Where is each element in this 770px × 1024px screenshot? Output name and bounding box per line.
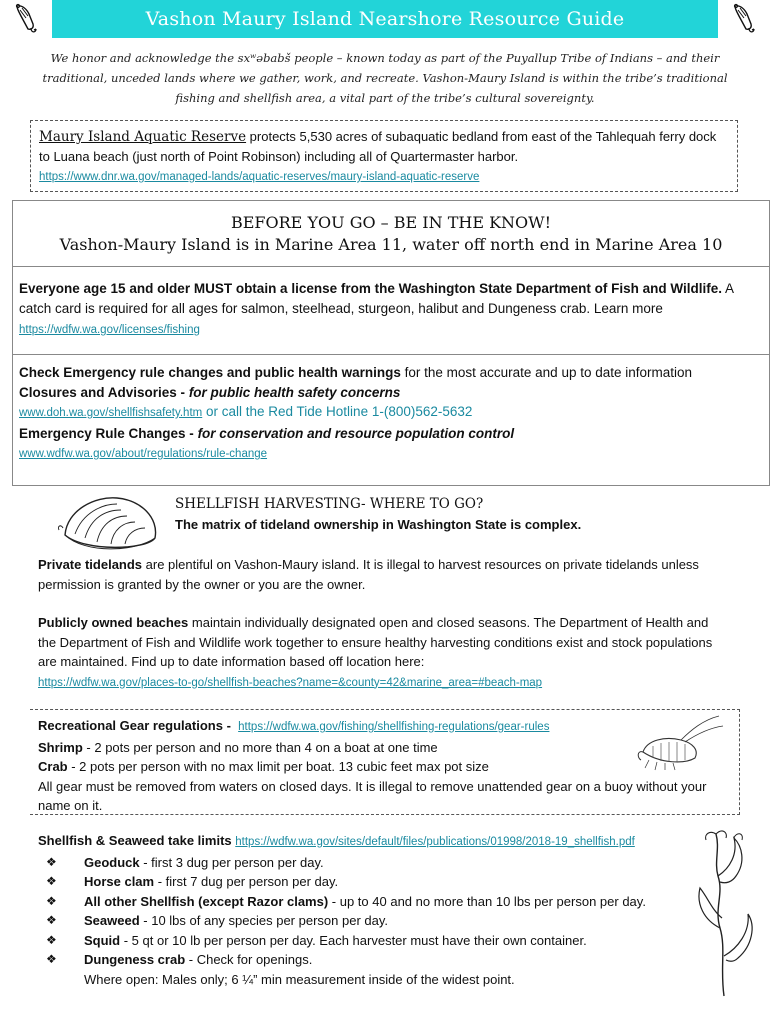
gear-regulations-box [30,709,740,815]
heading-line-2: Vashon-Maury Island is in Marine Area 11, water off north end in Marine Area 10 [59,235,723,254]
take-limits-list [38,853,738,990]
crab-rule: - 2 pots per person with no max limit per boat. 13 cubic feet max pot size [67,759,489,774]
check-warnings-label: Check Emergency rule changes and public health warnings [19,365,401,380]
shellfish-beaches-link[interactable]: https://wdfw.wa.gov/places-to-go/shellfish-beaches?name=&county=42&marine_area=#beach-map [38,676,543,689]
shellfish-section-title: SHELLFISH HARVESTING- WHERE TO GO? [175,496,484,512]
take-limits-label: Shellfish & Seaweed take limits [38,833,232,848]
list-item: ❖ Squid - 5 qt or 10 lb per person per day. Each harvester must have their own container. [38,931,738,951]
clam-shell-illustration [55,490,165,560]
emergency-rule-label: Emergency Rule Changes - [19,425,198,441]
before-you-go-heading [13,201,769,267]
warnings-section [13,355,769,465]
private-tidelands-paragraph [38,555,728,594]
gear-removal-note: All gear must be removed from waters on closed days. It is illegal to remove unattended gear on a buoy without your name on it. [38,778,707,813]
fishing-lure-icon [0,0,52,38]
reserve-link[interactable]: https://www.dnr.wa.gov/managed-lands/aquatic-reserves/maury-island-aquatic-reserve [39,171,480,183]
shrimp-illustration [635,712,725,772]
aquatic-reserve-box [30,120,738,192]
red-tide-hotline: or call the Red Tide Hotline 1-(800)562-5632 [202,404,473,419]
shrimp-rule: - 2 pots per person and no more than 4 on a boat at one time [82,739,438,755]
heading-line-1: BEFORE YOU GO – BE IN THE KNOW! [230,213,552,232]
check-warnings-text: for the most accurate and up to date information [400,365,693,380]
closures-label: Closures and Advisories - [19,384,189,400]
doh-shellfish-link[interactable]: www.doh.wa.gov/shellfishsafety.htm [19,407,203,419]
diamond-bullet-icon: ❖ [46,913,57,927]
list-item: ❖ All other Shellfish (except Razor clams) - up to 40 and no more than 10 lbs per person per day. [38,892,738,912]
list-item: ❖ Dungeness crab - Check for openings. [38,950,738,970]
license-link[interactable]: https://wdfw.wa.gov/licenses/fishing [19,324,200,336]
header-bar [0,0,770,38]
license-section [13,267,769,355]
list-item: ❖ Horse clam - first 7 dug per person per day. [38,872,738,892]
license-requirement: Everyone age 15 and older MUST obtain a license from the Washington State Department of Fish and Wildlife. [19,281,722,296]
seaweed-illustration [690,828,760,998]
emergency-rule-description: for conservation and resource population control [197,425,515,441]
reserve-description: protects 5,530 acres of subaquatic bedland from east of the Tahlequah ferry dock to Luana beach (just north of Point Robinson) including all of Quartermaster harbor. [39,129,717,164]
public-beaches-text: maintain individually designated open and closed seasons. The Department of Health and the Department of Fish and Wildlife work together to ensure healthy harvesting conditions exist and stock populations are maintained. Find up to date information based off location here: [38,615,713,669]
crab-measurement-note: Where open: Males only; 6 ¼” min measurement inside of the widest point. [84,971,515,987]
crab-label: Crab [38,759,68,774]
list-item: ❖ Geoduck - first 3 dug per person per day. [38,853,738,873]
tideland-matrix-note: The matrix of tideland ownership in Washington State is complex. [175,517,582,532]
fishing-lure-icon [718,0,770,38]
rule-change-link[interactable]: www.wdfw.wa.gov/about/regulations/rule-change [19,448,268,460]
diamond-bullet-icon: ❖ [46,932,57,947]
diamond-bullet-icon: ❖ [46,874,57,888]
shrimp-label: Shrimp [38,739,83,755]
closures-description: for public health safety concerns [188,384,401,400]
public-beaches-paragraph [38,613,728,693]
take-limits-section [38,831,738,989]
diamond-bullet-icon: ❖ [46,952,57,966]
license-note: A catch card is required for all ages for salmon, steelhead, sturgeon, halibut and Dungeness crab. Learn more [19,281,734,316]
land-acknowledgement: We honor and acknowledge the sxʷəbabš people – known today as part of the Puyallup Tribe of Indians – and their traditional, unceded lands where we gather, work, and recreate. Vashon-Maury Island is within the tribe’s traditional fishing and shellfish area, a vital part of the tribe’s cultural sovereignty. [42,51,728,105]
reserve-name: Maury Island Aquatic Reserve [39,129,247,145]
list-item: ❖ Seaweed - 10 lbs of any species per person per day. [38,911,738,931]
diamond-bullet-icon: ❖ [46,854,57,869]
page-title: Vashon Maury Island Nearshore Resource Guide [145,8,625,30]
gear-rules-link[interactable]: https://wdfw.wa.gov/fishing/shellfishing-regulations/gear-rules [238,721,550,733]
before-you-go-box [12,200,770,486]
private-tidelands-text: are plentiful on Vashon-Maury island. It is illegal to harvest resources on private tidelands unless permission is granted by the owner or you are the owner. [38,557,699,592]
diamond-bullet-icon: ❖ [46,893,57,908]
take-limits-link[interactable]: https://wdfw.wa.gov/sites/default/files/publications/01998/2018-19_shellfish.pdf [235,836,635,848]
private-tidelands-label: Private tidelands [38,557,143,572]
gear-regulations-label: Recreational Gear regulations - [38,718,231,733]
public-beaches-label: Publicly owned beaches [38,615,189,630]
